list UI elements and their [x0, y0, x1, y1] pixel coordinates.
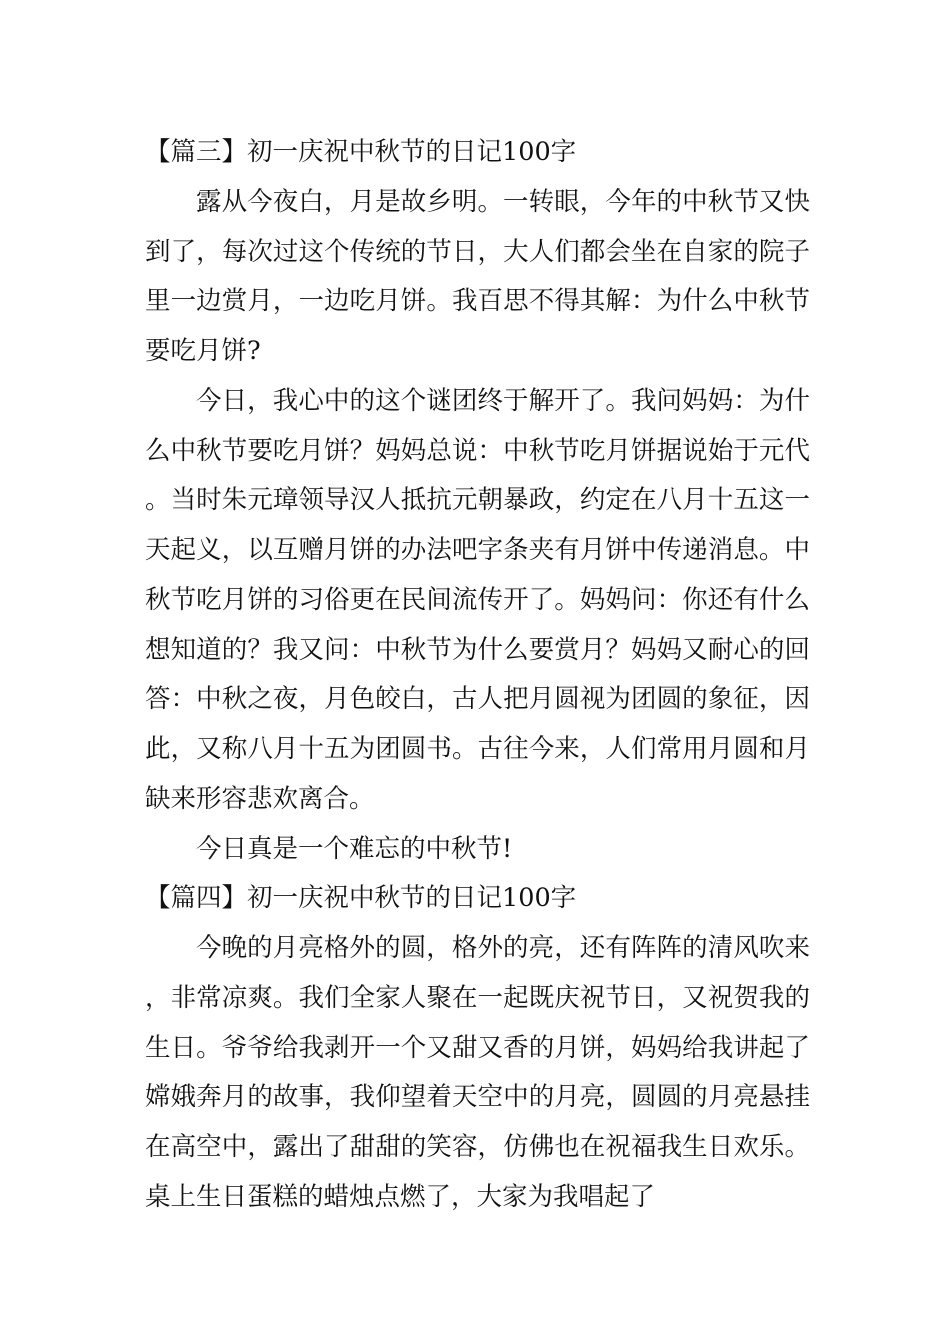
diary-section-3	[145, 128, 810, 874]
document-page	[145, 128, 810, 1223]
paragraph: 露从今夜白，月是故乡明。一转眼，今年的中秋节又快到了，每次过这个传统的节日，大人们都会坐在自家的院子里一边赏月，一边吃月饼。我百思不得其解：为什么中秋节要吃月饼?	[145, 186, 810, 366]
paragraph: 今日真是一个难忘的中秋节!	[196, 833, 513, 864]
section-heading: 【篇四】初一庆祝中秋节的日记100字	[145, 883, 577, 914]
diary-section-4	[145, 874, 810, 1222]
paragraph: 今日，我心中的这个谜团终于解开了。我问妈妈：为什么中秋节要吃月饼？妈妈总说：中秋节吃月饼据说始于元代。当时朱元璋领导汉人抵抗元朝暴政，约定在八月十五这一天起义，以互赠月饼的办法吧字条夹有月饼中传递消息。中秋节吃月饼的习俗更在民间流传开了。妈妈问：你还有什么想知道的？我又问：中秋节为什么要赏月？妈妈又耐心的回答：中秋之夜，月色皎白，古人把月圆视为团圆的象征，因此，又称八月十五为团圆书。古往今来，人们常用月圆和月缺来形容悲欢离合。	[145, 385, 810, 814]
section-heading: 【篇三】初一庆祝中秋节的日记100字	[145, 137, 577, 167]
paragraph: 今晚的月亮格外的圆，格外的亮，还有阵阵的清风吹来，非常凉爽。我们全家人聚在一起既庆祝节日，又祝贺我的生日。爷爷给我剥开一个又甜又香的月饼，妈妈给我讲起了嫦娥奔月的故事，我仰望着天空中的月亮，圆圆的月亮悬挂在高空中，露出了甜甜的笑容，仿佛也在祝福我生日欢乐。桌上生日蛋糕的蜡烛点燃了，大家为我唱起了	[145, 933, 810, 1212]
